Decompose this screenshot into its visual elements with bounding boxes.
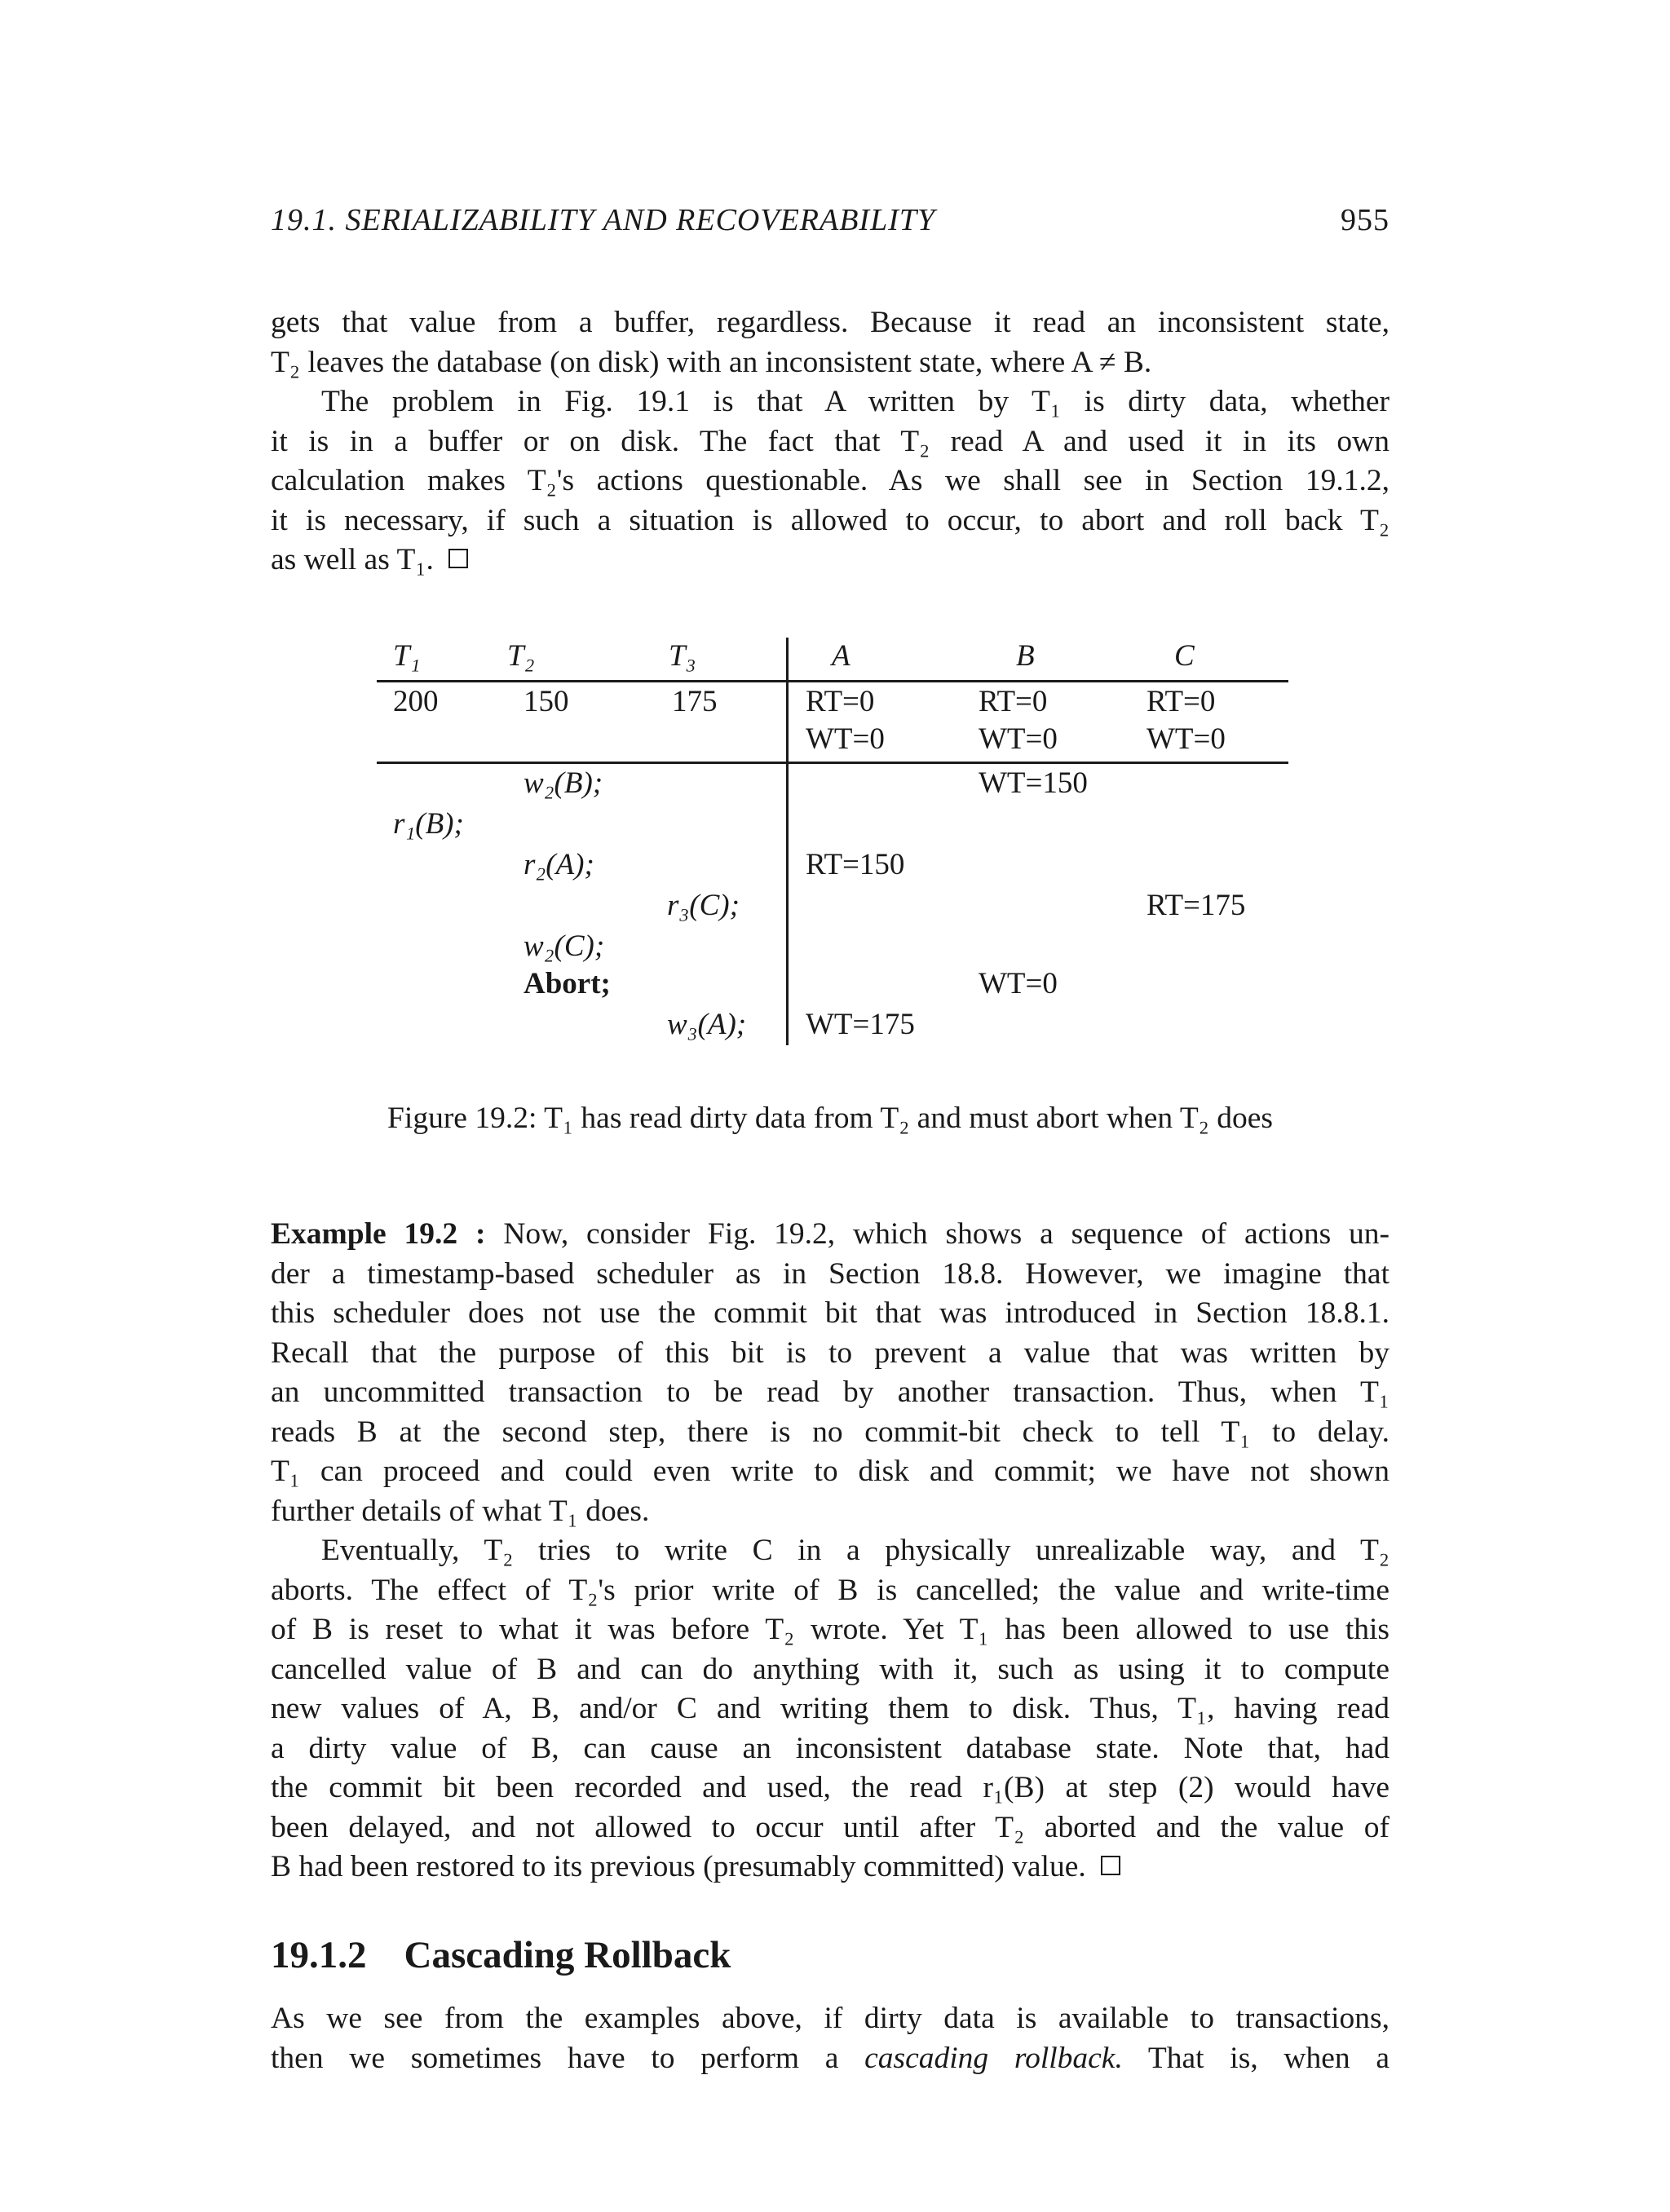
step-action: w₂(B); — [524, 766, 603, 800]
running-header — [271, 202, 1389, 251]
text-line: new values of A, B, and/or C and writing them to disk. Thus, T₁, having read — [271, 1692, 1389, 1725]
section-title: Cascading Rollback — [404, 1934, 731, 1976]
running-title: 19.1. SERIALIZABILITY AND RECOVERABILITY — [271, 203, 936, 237]
intro-paragraph — [271, 303, 1389, 382]
text-line: cancelled value of B and can do anything with it, such as using it to compute — [271, 1652, 1389, 1686]
column-separator — [786, 638, 789, 1045]
text-line: an uncommitted transaction to be read by another transaction. Thus, when T₁ — [271, 1375, 1389, 1409]
figure-caption: Figure 19.2: T₁ has read dirty data from T₂ and must abort when T₂ does — [387, 1102, 1273, 1135]
timestamp-t1: 200 — [393, 685, 439, 718]
step-effect: RT=175 — [1146, 889, 1246, 922]
example-paragraph — [271, 1215, 1389, 1531]
col-header-t1: T₁ — [393, 639, 421, 673]
text-line: it is necessary, if such a situation is allowed to occur, to abort and roll back T₂ — [271, 503, 1389, 537]
example-label: Example 19.2 : — [271, 1217, 486, 1251]
initial-a-wt: WT=0 — [806, 722, 885, 756]
page-number: 955 — [1341, 203, 1389, 237]
text-line: been delayed, and not allowed to occur until after T₂ aborted and the value of — [271, 1810, 1389, 1844]
timestamp-t3: 175 — [672, 685, 718, 718]
text-line: Example 19.2 : Now, consider Fig. 19.2, which shows a sequence of actions un- — [271, 1217, 1389, 1251]
step-effect: RT=150 — [806, 848, 905, 881]
initial-b-wt: WT=0 — [979, 722, 1058, 756]
col-header-t2: T₂ — [507, 639, 535, 673]
end-of-example-icon — [448, 549, 468, 568]
text-line: it is in a buffer or on disk. The fact that T₂ read A and used it in its own — [271, 424, 1389, 458]
initial-a-rt: RT=0 — [806, 685, 875, 718]
end-of-example-icon — [1101, 1856, 1120, 1875]
step-action: r₃(C); — [667, 889, 740, 922]
text-line: gets that value from a buffer, regardless. Because it read an inconsistent state, — [271, 306, 1389, 339]
step-effect: WT=175 — [806, 1008, 915, 1041]
text-line: then we sometimes have to perform a cascading rollback. That is, when a — [271, 2041, 1389, 2075]
text-line: der a timestamp-based scheduler as in Section 18.8. However, we imagine that — [271, 1256, 1389, 1291]
header-rule — [377, 680, 1288, 682]
emphasized-term: cascading rollback. — [864, 2041, 1123, 2075]
text-line: this scheduler does not use the commit bit that was introduced in Section 18.8.1. — [271, 1296, 1389, 1330]
step-action: w₃(A); — [667, 1008, 747, 1041]
text-line: As we see from the examples above, if dirty data is available to transactions, — [271, 2002, 1389, 2035]
eventually-paragraph — [271, 1531, 1389, 1887]
problem-paragraph — [271, 382, 1389, 581]
step-action: r₁(B); — [393, 807, 464, 841]
timestamp-t2: 150 — [524, 685, 569, 718]
text-line: T₂ leaves the database (on disk) with an inconsistent state, where A ≠ B. — [271, 345, 1152, 379]
initial-c-wt: WT=0 — [1146, 722, 1226, 756]
text-line: The problem in Fig. 19.1 is that A written by T₁ is dirty data, whether — [321, 385, 1389, 418]
col-header-b: B — [1016, 639, 1035, 673]
text-line: further details of what T₁ does. — [271, 1494, 650, 1528]
step-action: w₂(C); — [524, 929, 605, 963]
step-action: Abort; — [524, 967, 611, 1000]
col-header-t3: T₃ — [669, 639, 696, 673]
text-line: the commit bit been recorded and used, the read r₁(B) at step (2) would have — [271, 1771, 1389, 1804]
section-number: 19.1.2 — [271, 1934, 367, 1976]
step-action: r₂(A); — [524, 848, 594, 881]
text-line: Eventually, T₂ tries to write C in a physically unrealizable way, and T₂ — [321, 1534, 1389, 1567]
section-paragraph — [271, 1999, 1389, 2078]
col-header-a: A — [832, 639, 850, 673]
initial-rule — [377, 762, 1288, 764]
text-line: T₁ can proceed and could even write to disk and commit; we have not shown — [271, 1455, 1389, 1488]
text-line: aborts. The effect of T₂'s prior write of B is cancelled; the value and write-time — [271, 1573, 1389, 1607]
text-line: of B is reset to what it was before T₂ wrote. Yet T₁ has been allowed to use this — [271, 1613, 1389, 1646]
text-line: B had been restored to its previous (presumably committed) value. — [271, 1848, 1389, 1887]
timestamp-schedule-table — [377, 638, 1288, 1045]
text-line: reads B at the second step, there is no commit-bit check to tell T₁ to delay. — [271, 1415, 1389, 1449]
section-heading — [271, 1931, 1389, 1980]
text-line: calculation makes T₂'s actions questionable. As we shall see in Section 19.1.2, — [271, 464, 1389, 497]
text-line: Recall that the purpose of this bit is to prevent a value that was written by — [271, 1336, 1389, 1370]
text-line: as well as T₁. — [271, 541, 1389, 581]
initial-c-rt: RT=0 — [1146, 685, 1216, 718]
text-line: a dirty value of B, can cause an inconsistent database state. Note that, had — [271, 1731, 1389, 1765]
step-effect: WT=0 — [979, 967, 1058, 1000]
step-effect: WT=150 — [979, 766, 1088, 800]
col-header-c: C — [1174, 639, 1195, 673]
initial-b-rt: RT=0 — [979, 685, 1048, 718]
